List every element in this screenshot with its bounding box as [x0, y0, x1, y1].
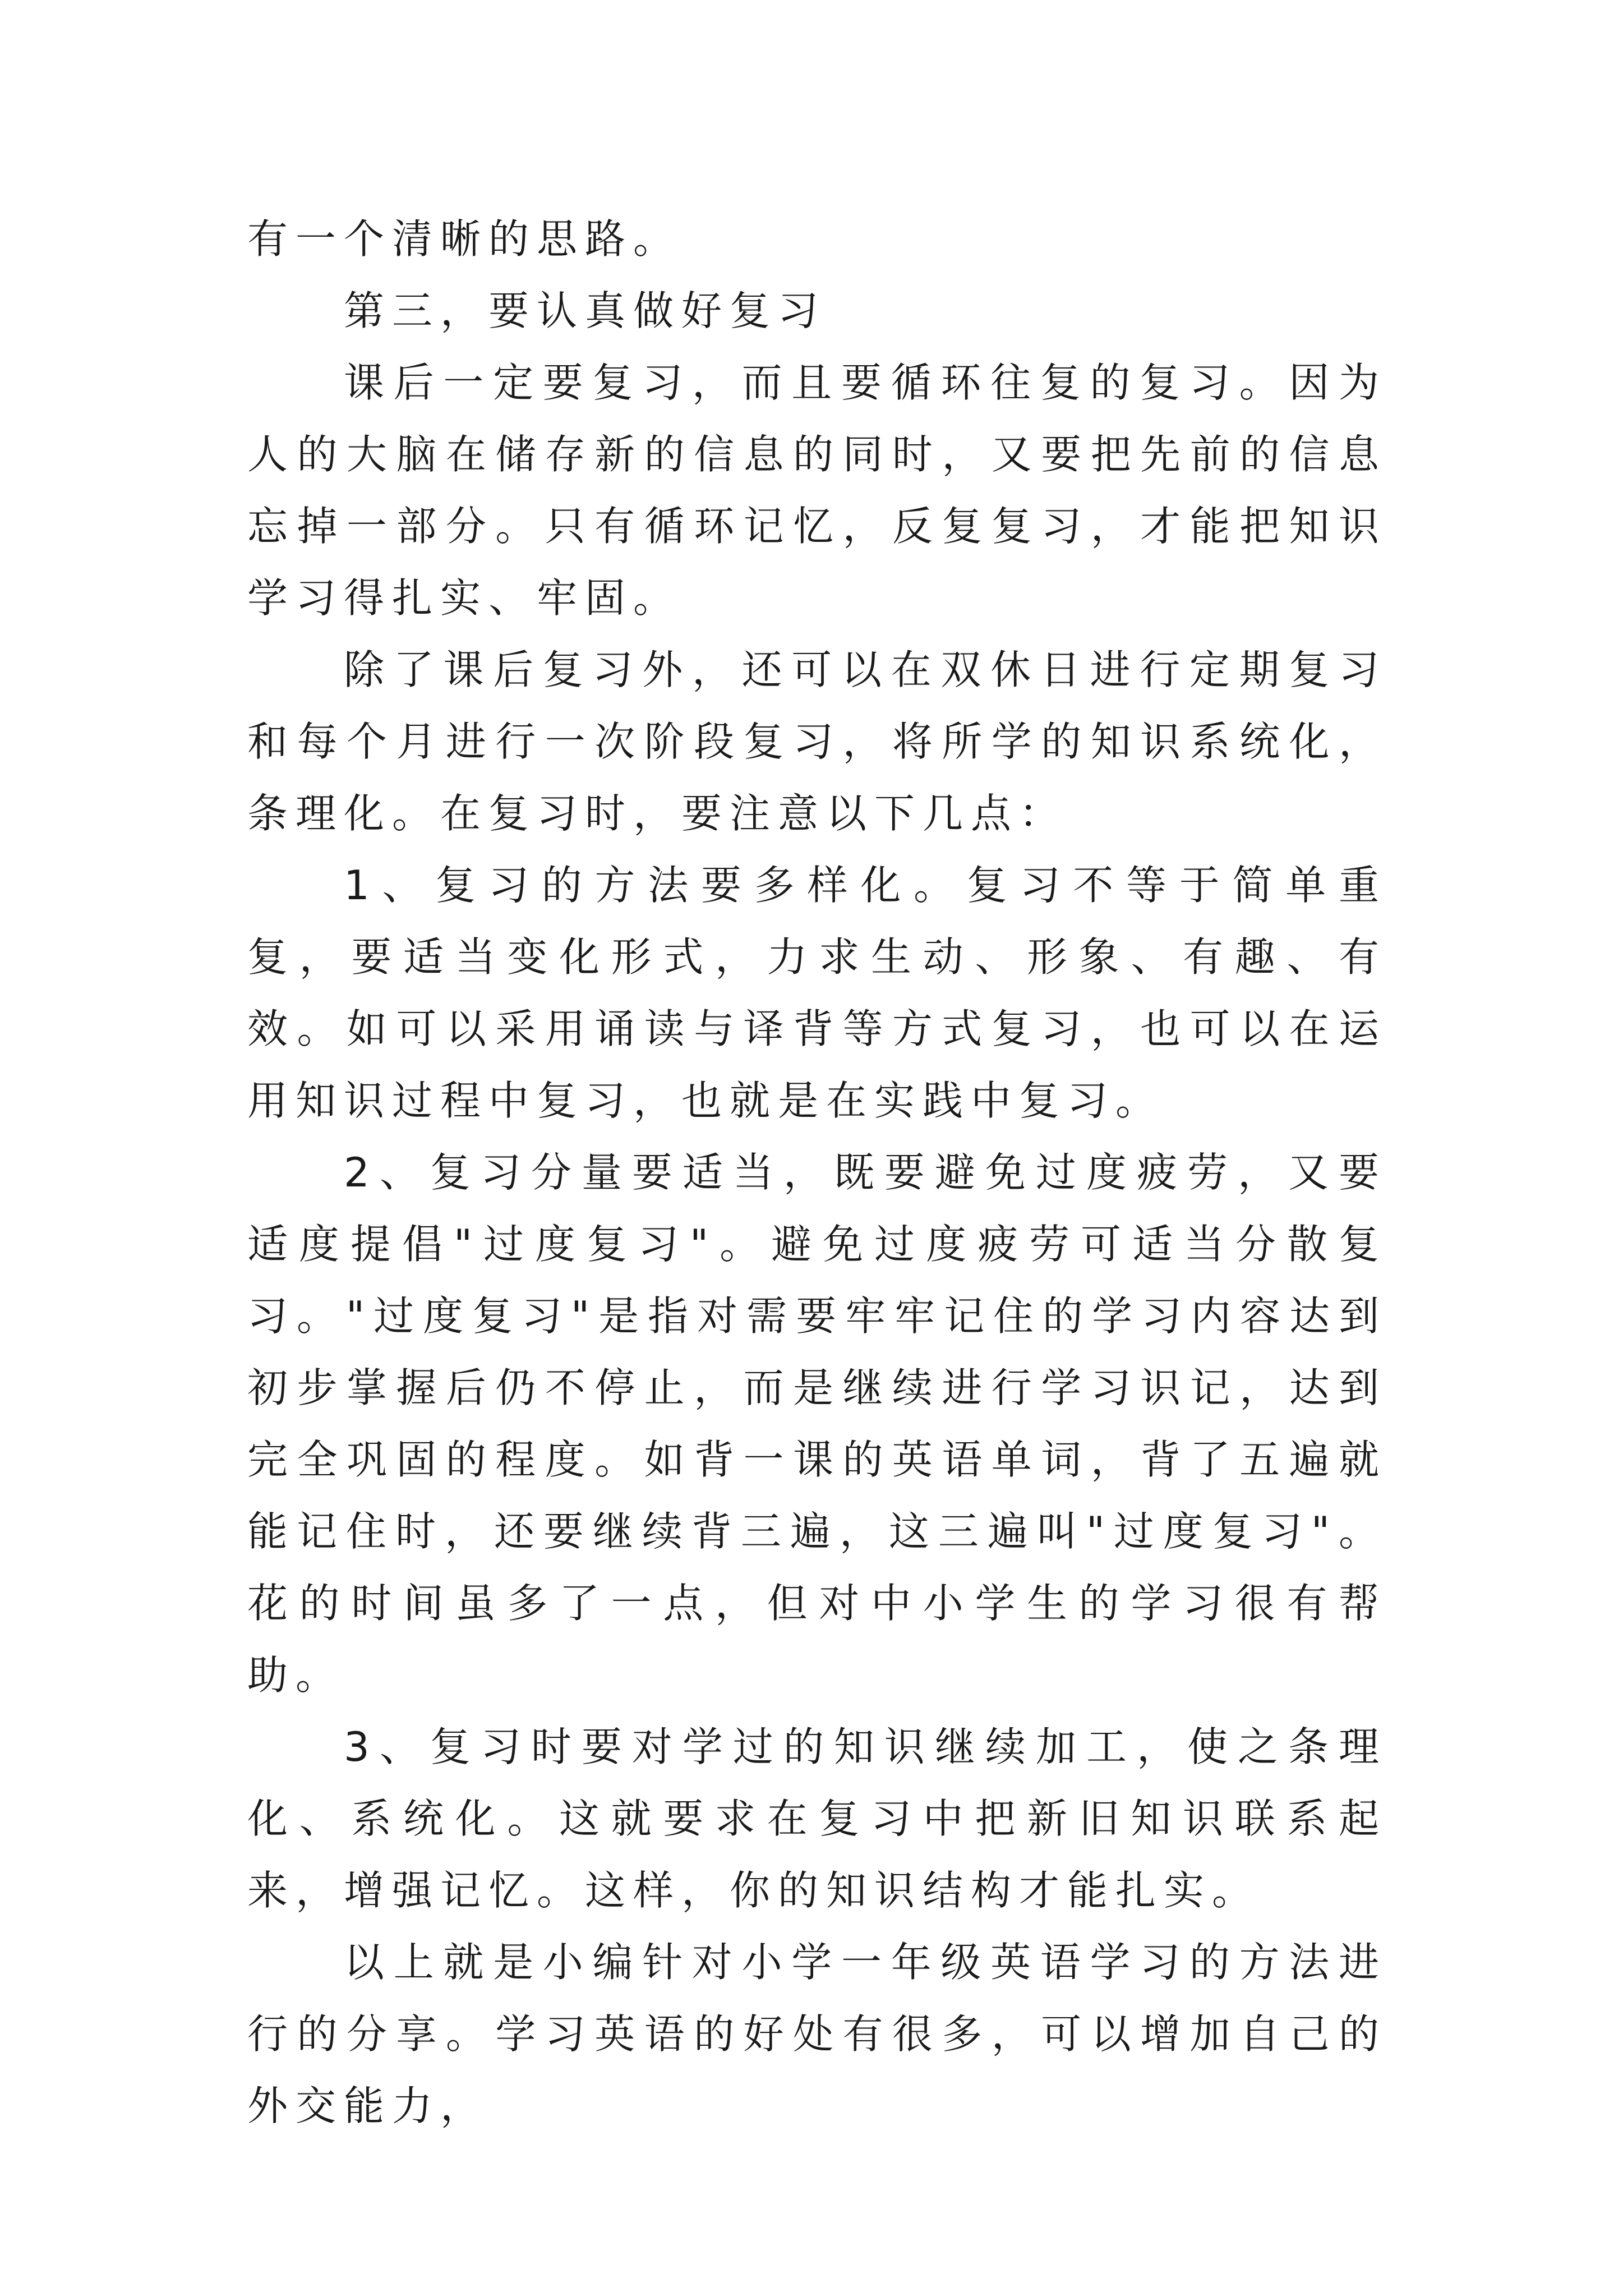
- list-item-1: 1、复习的方法要多样化。复习不等于简单重复，要适当变化形式，力求生动、形象、有趣、有效。如可以采用诵读与译背等方式复习，也可以在运用知识过程中复习，也就是在实践中复习。: [247, 862, 1387, 1124]
- section-heading: 第三，要认真做好复习: [344, 287, 827, 334]
- list-item-2: 2、复习分量要适当，既要避免过度疲劳，又要适度提倡"过度复习"。避免过度疲劳可适当分散复习。"过度复习"是指对需要牢牢记住的学习内容达到初步掌握后仍不停止，而是继续进行学习识记，达到完全巩固的程度。如背一课的英语单词，背了五遍就能记住时，还要继续背三遍，这三遍叫"过度复习"。花的时间虽多了一点，但对中小学生的学习很有帮助。: [247, 1149, 1387, 1699]
- paragraph-conclusion: 以上就是小编针对小学一年级英语学习的方法进行的分享。学习英语的好处有很多，可以增加自己的外交能力，: [247, 1939, 1387, 2129]
- list-item-3: 3、复习时要对学过的知识继续加工，使之条理化、系统化。这就要求在复习中把新旧知识联系起来，增强记忆。这样，你的知识结构才能扎实。: [247, 1723, 1387, 1914]
- paragraph-continuation: 有一个清晰的思路。: [247, 215, 682, 263]
- document-body: [247, 203, 1387, 2142]
- paragraph: 课后一定要复习，而且要循环往复的复习。因为人的大脑在储存新的信息的同时，又要把先前的信息忘掉一部分。只有循环记忆，反复复习，才能把知识学习得扎实、牢固。: [247, 359, 1387, 622]
- paragraph: 除了课后复习外，还可以在双休日进行定期复习和每个月进行一次阶段复习，将所学的知识系统化，条理化。在复习时，要注意以下几点：: [247, 646, 1387, 837]
